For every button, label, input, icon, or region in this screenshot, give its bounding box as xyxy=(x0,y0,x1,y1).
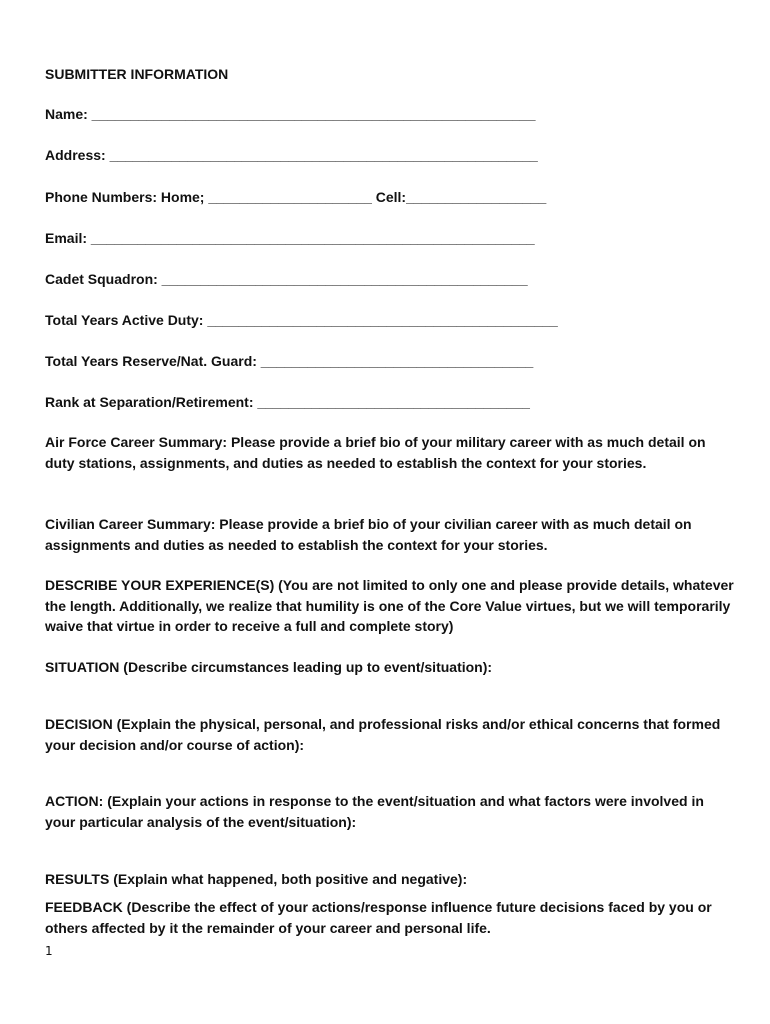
describe-experience-instructions: DESCRIBE YOUR EXPERIENCE(S) (You are not limited to only one and please provide details, whatever the length. Additionally, we realize that humility is one of the Core Value virtues, but we will temporarily waive that virtue in order to receive a full and complete story) xyxy=(45,577,734,635)
civilian-career-summary: Civilian Career Summary: Please provide a brief bio of your civilian career with as much detail on assignments and duties as needed to establish the context for your stories. xyxy=(45,516,692,553)
results-prompt: RESULTS (Explain what happened, both positive and negative): xyxy=(45,871,468,887)
address-field[interactable]: Address: _______________________________________________________ xyxy=(45,147,538,163)
page-number: 1 xyxy=(45,944,53,958)
section-heading: SUBMITTER INFORMATION xyxy=(45,66,229,82)
rank-field[interactable]: Rank at Separation/Retirement: ___________________________________ xyxy=(45,394,530,410)
action-prompt: ACTION: (Explain your actions in response to the event/situation and what factors were involved in your particular analysis of the event/situation): xyxy=(45,793,704,830)
active-duty-years-field[interactable]: Total Years Active Duty: _____________________________________________ xyxy=(45,312,558,328)
air-force-career-summary: Air Force Career Summary: Please provide a brief bio of your military career with as much detail on duty stations, assignments, and duties as needed to establish the context for your stories. xyxy=(45,434,706,471)
reserve-guard-years-field[interactable]: Total Years Reserve/Nat. Guard: ___________________________________ xyxy=(45,353,534,369)
name-field[interactable]: Name: _________________________________________________________ xyxy=(45,106,536,122)
situation-prompt: SITUATION (Describe circumstances leading up to event/situation): xyxy=(45,659,493,675)
email-field[interactable]: Email: _________________________________________________________ xyxy=(45,230,535,246)
cadet-squadron-field[interactable]: Cadet Squadron: _______________________________________________ xyxy=(45,271,528,287)
phone-numbers-field[interactable]: Phone Numbers: Home; _____________________ Cell:__________________ xyxy=(45,189,547,205)
decision-prompt: DECISION (Explain the physical, personal, and professional risks and/or ethical concerns that formed your decision and/or course of action): xyxy=(45,716,721,753)
feedback-prompt: FEEDBACK (Describe the effect of your actions/response influence future decisions faced by you or others affected by it the remainder of your career and personal life. xyxy=(45,899,712,936)
